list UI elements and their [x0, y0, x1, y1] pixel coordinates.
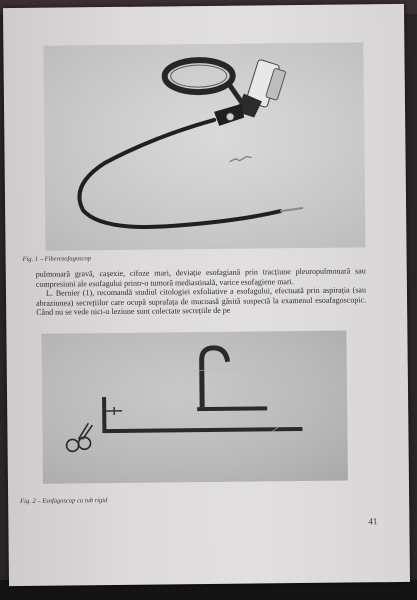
rigid-tube — [104, 427, 302, 433]
photo-shading — [192, 368, 295, 432]
fiberscope-illustration — [43, 42, 365, 250]
figure-2-caption: Fig. 2 – Esofagoscop cu tub rigid — [20, 497, 108, 505]
light-carrier — [106, 407, 122, 415]
paragraph: pulmonară gravă, cașexie, cifoze mari, deviație esofagiană prin tracțiune pleuropulmonară sau compresiuni ale esofagului printr-o tumoră mediastinală, varice esofagiene mari. — [35, 266, 366, 289]
book-page — [3, 4, 410, 586]
obturator-handle — [202, 348, 229, 407]
insertion-tube — [79, 119, 281, 227]
paragraph: L. Bernier (1), recomandă studiul citologiei exfoliative a esofagului, efectuată prin aspirația (sau abraziunea) secrețiilor care ocupă suprafața de mucoasă găsită suspectă la examenul esoafagoscopic. Când nu se vede nici-o leziune sunt colectate secrețiile de pe — [36, 285, 367, 317]
page-number: 41 — [368, 516, 378, 527]
tube-handle — [102, 397, 106, 433]
body-text — [36, 266, 366, 317]
control-knob — [226, 113, 234, 121]
figure-1-caption: Fig. 1 – Fiberesofagoscop — [22, 255, 92, 263]
rigid-esophagoscope-illustration — [41, 331, 348, 484]
scissors-ring-right — [78, 437, 90, 449]
figure-2-photo — [41, 331, 348, 484]
accessory-piece — [230, 157, 252, 162]
obturator-rod — [197, 406, 267, 411]
distal-tip — [280, 208, 303, 211]
scissors-ring-left — [67, 439, 79, 451]
cable-coil-highlight — [171, 65, 227, 88]
figure-1-photo — [43, 42, 365, 250]
